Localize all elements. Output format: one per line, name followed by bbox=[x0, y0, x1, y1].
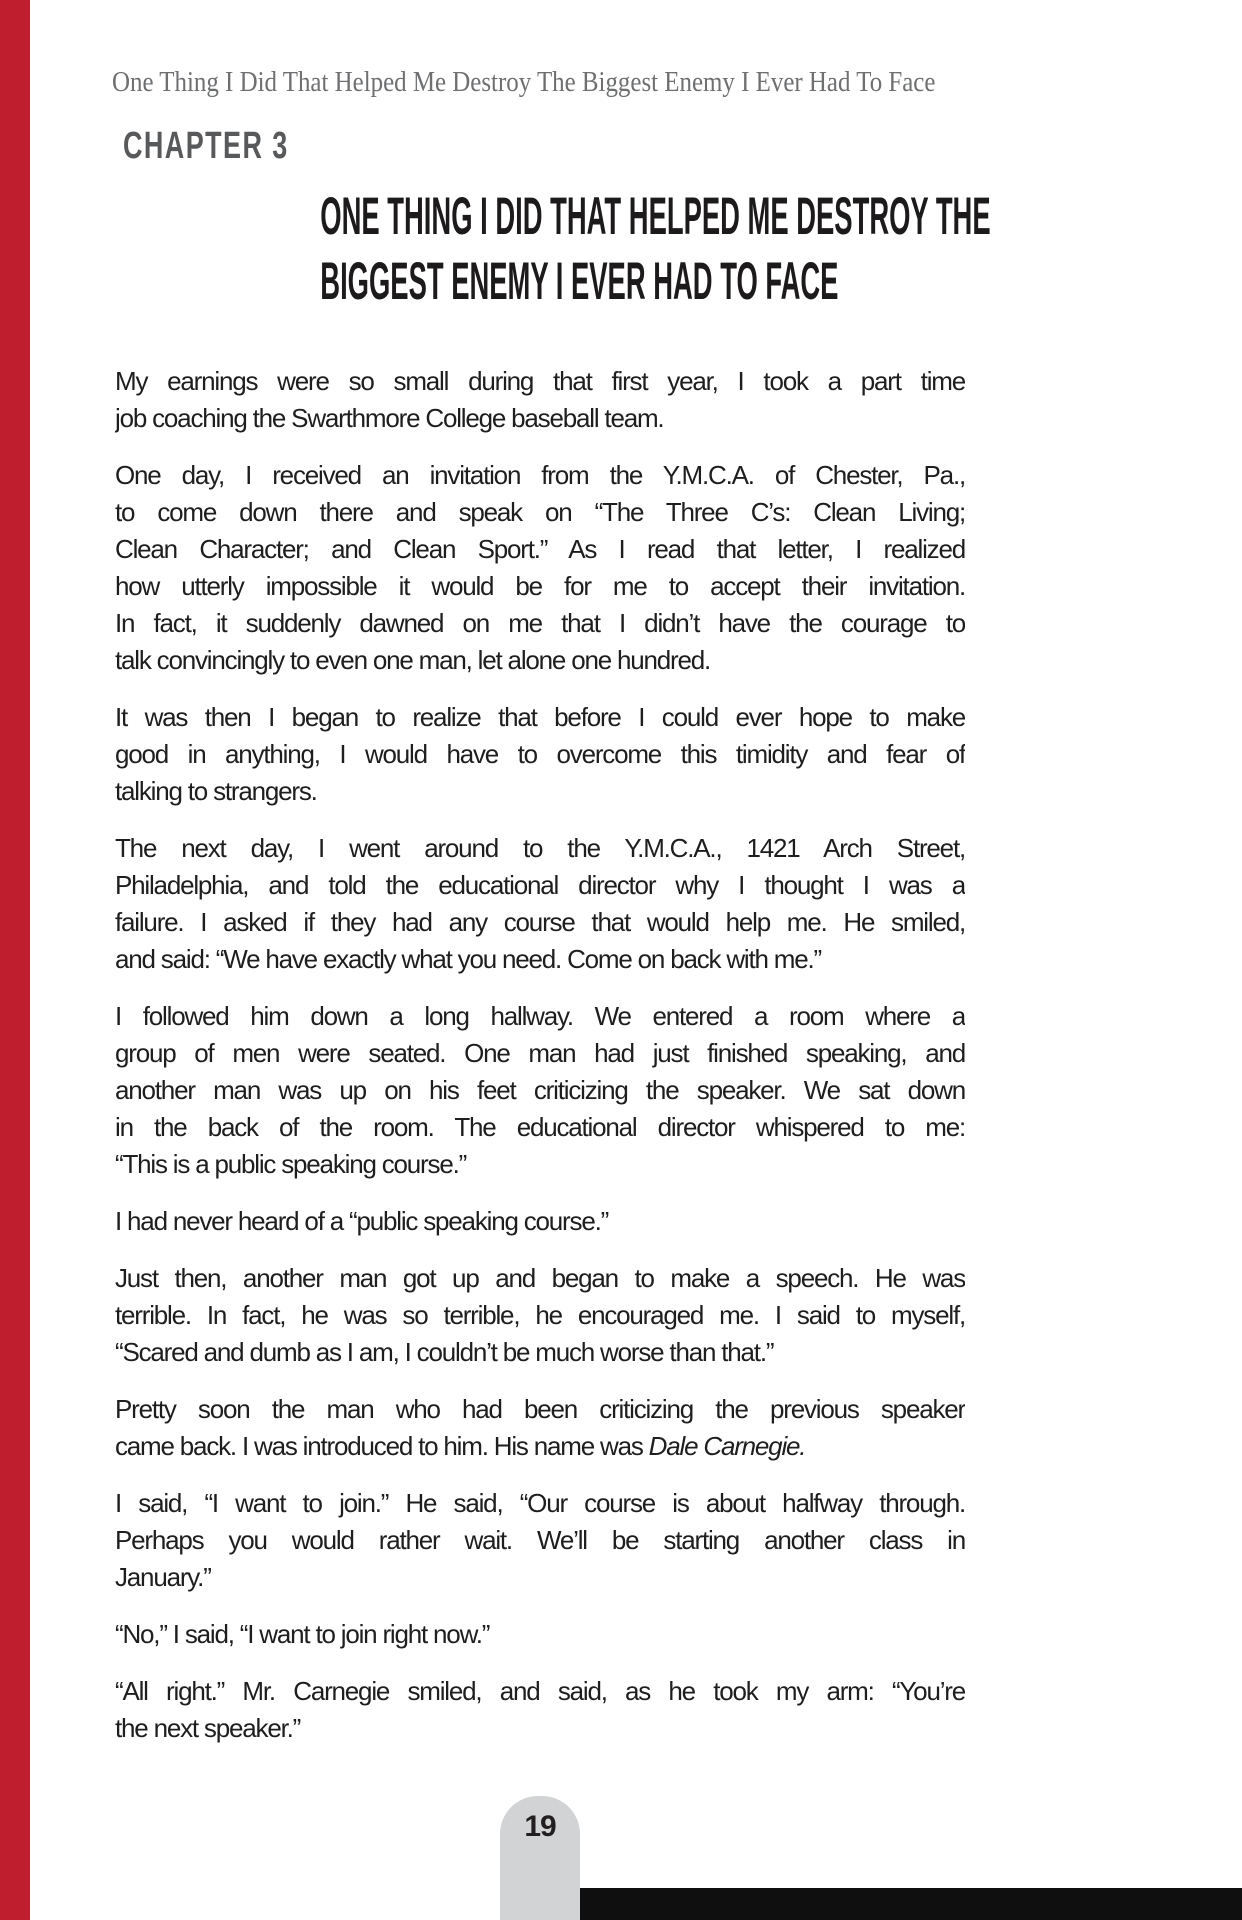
red-edge-strip bbox=[0, 0, 30, 1920]
chapter-label-text: CHAPTER 3 bbox=[123, 125, 289, 167]
body-line: failure. I asked if they had any course that would help me. He smiled, bbox=[115, 907, 965, 937]
body-line: I said, “I want to join.” He said, “Our course is about halfway through. bbox=[115, 1488, 965, 1518]
title-line-2: BIGGEST ENEMY I EVER HAD TO FACE bbox=[320, 252, 839, 311]
body-line: another man was up on his feet criticizing the speaker. We sat down bbox=[115, 1075, 965, 1105]
body-line: One day, I received an invitation from the Y.M.C.A. of Chester, Pa., bbox=[115, 460, 965, 490]
body-line: and said: “We have exactly what you need. Come on back with me.” bbox=[115, 944, 822, 974]
body-line: “This is a public speaking course.” bbox=[115, 1149, 467, 1179]
body-line: talk convincingly to even one man, let alone one hundred. bbox=[115, 645, 711, 675]
body-line: “No,” I said, “I want to join right now.” bbox=[115, 1619, 490, 1649]
body-paragraph bbox=[115, 457, 965, 679]
body-line: Philadelphia, and told the educational director why I thought I was a bbox=[115, 870, 965, 900]
body-line: Pretty soon the man who had been criticizing the previous speaker bbox=[115, 1394, 965, 1424]
body-line: came back. I was introduced to him. His name was Dale Carnegie. bbox=[115, 1431, 806, 1461]
body-line: job coaching the Swarthmore College baseball team. bbox=[115, 403, 664, 433]
body-paragraph bbox=[115, 363, 965, 437]
body-line: in the back of the room. The educational director whispered to me: bbox=[115, 1112, 965, 1142]
body-line: My earnings were so small during that first year, I took a part time bbox=[115, 366, 965, 396]
body-line: It was then I began to realize that before I could ever hope to make bbox=[115, 702, 965, 732]
running-header bbox=[112, 66, 1212, 100]
body-paragraph bbox=[115, 1673, 965, 1747]
body-line: I followed him down a long hallway. We entered a room where a bbox=[115, 1001, 965, 1031]
page-number-tab bbox=[500, 1796, 580, 1920]
body-paragraphs bbox=[115, 363, 965, 1747]
body-paragraph bbox=[115, 699, 965, 810]
body-line: “All right.” Mr. Carnegie smiled, and said, as he took my arm: “You’re bbox=[115, 1676, 965, 1706]
body-line: I had never heard of a “public speaking course.” bbox=[115, 1206, 609, 1236]
body-line: how utterly impossible it would be for me to accept their invitation. bbox=[115, 571, 965, 601]
body-paragraph bbox=[115, 1203, 965, 1240]
body-line: “Scared and dumb as I am, I couldn’t be much worse than that.” bbox=[115, 1337, 774, 1367]
chapter-label bbox=[123, 126, 923, 166]
body-paragraph bbox=[115, 1485, 965, 1596]
body-line: to come down there and speak on “The Three C’s: Clean Living; bbox=[115, 497, 965, 527]
body-paragraph bbox=[115, 830, 965, 978]
body-paragraph bbox=[115, 998, 965, 1183]
body-line: terrible. In fact, he was so terrible, he encouraged me. I said to myself, bbox=[115, 1300, 965, 1330]
page-title bbox=[115, 184, 991, 314]
body-line: The next day, I went around to the Y.M.C.A., 1421 Arch Street, bbox=[115, 833, 965, 863]
running-header-text: One Thing I Did That Helped Me Destroy The Biggest Enemy I Ever Had To Face bbox=[112, 67, 936, 98]
body-line: good in anything, I would have to overcome this timidity and fear of bbox=[115, 739, 965, 769]
body-line: In fact, it suddenly dawned on me that I didn’t have the courage to bbox=[115, 608, 965, 638]
body-line: January.” bbox=[115, 1562, 211, 1592]
body-line: group of men were seated. One man had just finished speaking, and bbox=[115, 1038, 965, 1068]
body-paragraph bbox=[115, 1391, 965, 1465]
page-number: 19 bbox=[524, 1810, 556, 1843]
body-line: Just then, another man got up and began to make a speech. He was bbox=[115, 1263, 965, 1293]
body-paragraph bbox=[115, 1260, 965, 1371]
body-line: the next speaker.” bbox=[115, 1713, 301, 1743]
body-line: talking to strangers. bbox=[115, 776, 317, 806]
body-line: Clean Character; and Clean Sport.” As I read that letter, I realized bbox=[115, 534, 965, 564]
title-line-1: ONE THING I DID THAT HELPED ME DESTROY THE bbox=[320, 187, 991, 246]
body-paragraph bbox=[115, 1616, 965, 1653]
body-line: Perhaps you would rather wait. We’ll be starting another class in bbox=[115, 1525, 965, 1555]
bottom-black-bar bbox=[576, 1888, 1242, 1920]
